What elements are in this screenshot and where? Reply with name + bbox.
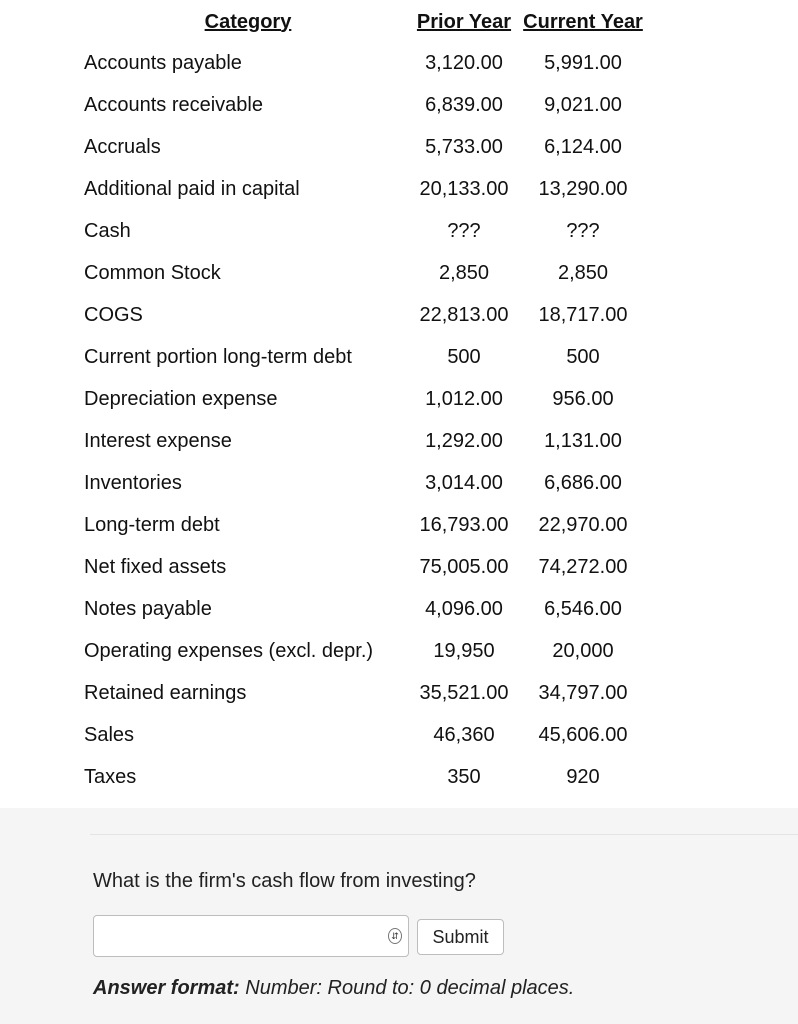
row-prior-value: 75,005.00	[419, 555, 509, 578]
row-prior-value: 4,096.00	[425, 597, 503, 620]
row-prior-value: 16,793.00	[419, 513, 509, 536]
row-category: Common Stock	[84, 261, 221, 284]
row-category: Cash	[84, 219, 131, 242]
row-prior-value: 350	[447, 765, 481, 788]
row-category: Retained earnings	[84, 681, 247, 704]
table-row	[84, 378, 650, 420]
row-category: Additional paid in capital	[84, 177, 300, 200]
row-current-value: 6,686.00	[544, 471, 622, 494]
table-row	[84, 294, 650, 336]
row-current-value: ???	[566, 219, 600, 242]
row-category: Current portion long-term debt	[84, 345, 352, 368]
row-prior-value: 19,950	[433, 639, 495, 662]
row-category: COGS	[84, 303, 143, 326]
row-current-value: 22,970.00	[538, 513, 628, 536]
row-prior-value: 500	[447, 345, 481, 368]
row-current-value: 9,021.00	[544, 93, 622, 116]
row-prior-value: 3,014.00	[425, 471, 503, 494]
answer-input[interactable]	[94, 916, 374, 956]
table-row	[84, 630, 650, 672]
section-divider	[90, 834, 798, 835]
row-current-value: 34,797.00	[538, 681, 628, 704]
row-category: Net fixed assets	[84, 555, 227, 578]
row-category: Accounts receivable	[84, 93, 263, 116]
table-row	[84, 672, 650, 714]
financial-data-table	[84, 2, 650, 798]
header-prior-year: Prior Year	[416, 10, 512, 33]
question-text: What is the firm's cash flow from investing?	[93, 870, 476, 892]
table-row	[84, 756, 650, 798]
table-row	[84, 252, 650, 294]
stepper-icon[interactable]: ⇵	[388, 928, 402, 944]
table-row	[84, 462, 650, 504]
row-category: Accounts payable	[84, 51, 242, 74]
header-category: Category	[204, 10, 292, 33]
row-prior-value: 46,360	[433, 723, 495, 746]
row-prior-value: 6,839.00	[425, 93, 503, 116]
row-category: Operating expenses (excl. depr.)	[84, 639, 374, 662]
row-current-value: 6,124.00	[544, 135, 622, 158]
table-row	[84, 168, 650, 210]
row-category: Depreciation expense	[84, 387, 278, 410]
row-current-value: 956.00	[552, 387, 614, 410]
row-prior-value: 3,120.00	[425, 51, 503, 74]
table-row	[84, 420, 650, 462]
table-row	[84, 546, 650, 588]
row-prior-value: 5,733.00	[425, 135, 503, 158]
table-row	[84, 504, 650, 546]
row-current-value: 45,606.00	[538, 723, 628, 746]
row-prior-value: 2,850	[438, 261, 490, 284]
header-current-year: Current Year	[523, 10, 643, 33]
row-current-value: 920	[566, 765, 600, 788]
row-category: Accruals	[84, 135, 161, 158]
row-category: Sales	[84, 723, 135, 746]
row-prior-value: 1,292.00	[425, 429, 503, 452]
answer-field[interactable]	[93, 915, 409, 957]
row-prior-value: ???	[447, 219, 481, 242]
table-row	[84, 126, 650, 168]
row-category: Long-term debt	[84, 513, 220, 536]
row-prior-value: 20,133.00	[419, 177, 509, 200]
table-header-row	[84, 2, 650, 42]
row-current-value: 500	[566, 345, 600, 368]
row-current-value: 74,272.00	[538, 555, 628, 578]
row-current-value: 1,131.00	[544, 429, 622, 452]
submit-button[interactable]: Submit	[417, 919, 504, 955]
table-row	[84, 210, 650, 252]
table-row	[84, 588, 650, 630]
row-category: Inventories	[84, 471, 182, 494]
row-current-value: 2,850	[557, 261, 609, 284]
table-row	[84, 84, 650, 126]
row-current-value: 6,546.00	[544, 597, 622, 620]
row-category: Taxes	[84, 765, 137, 788]
row-prior-value: 22,813.00	[419, 303, 509, 326]
row-category: Interest expense	[84, 429, 232, 452]
row-prior-value: 35,521.00	[419, 681, 509, 704]
table-row	[84, 42, 650, 84]
answer-format-text: Number: Round to: 0 decimal places.	[245, 977, 575, 999]
row-category: Notes payable	[84, 597, 212, 620]
row-current-value: 13,290.00	[538, 177, 628, 200]
answer-format-label: Answer format:	[93, 977, 240, 999]
table-row	[84, 336, 650, 378]
row-current-value: 18,717.00	[538, 303, 628, 326]
table-row	[84, 714, 650, 756]
row-current-value: 20,000	[552, 639, 614, 662]
row-current-value: 5,991.00	[544, 51, 622, 74]
row-prior-value: 1,012.00	[425, 387, 503, 410]
answer-format	[93, 977, 574, 1000]
